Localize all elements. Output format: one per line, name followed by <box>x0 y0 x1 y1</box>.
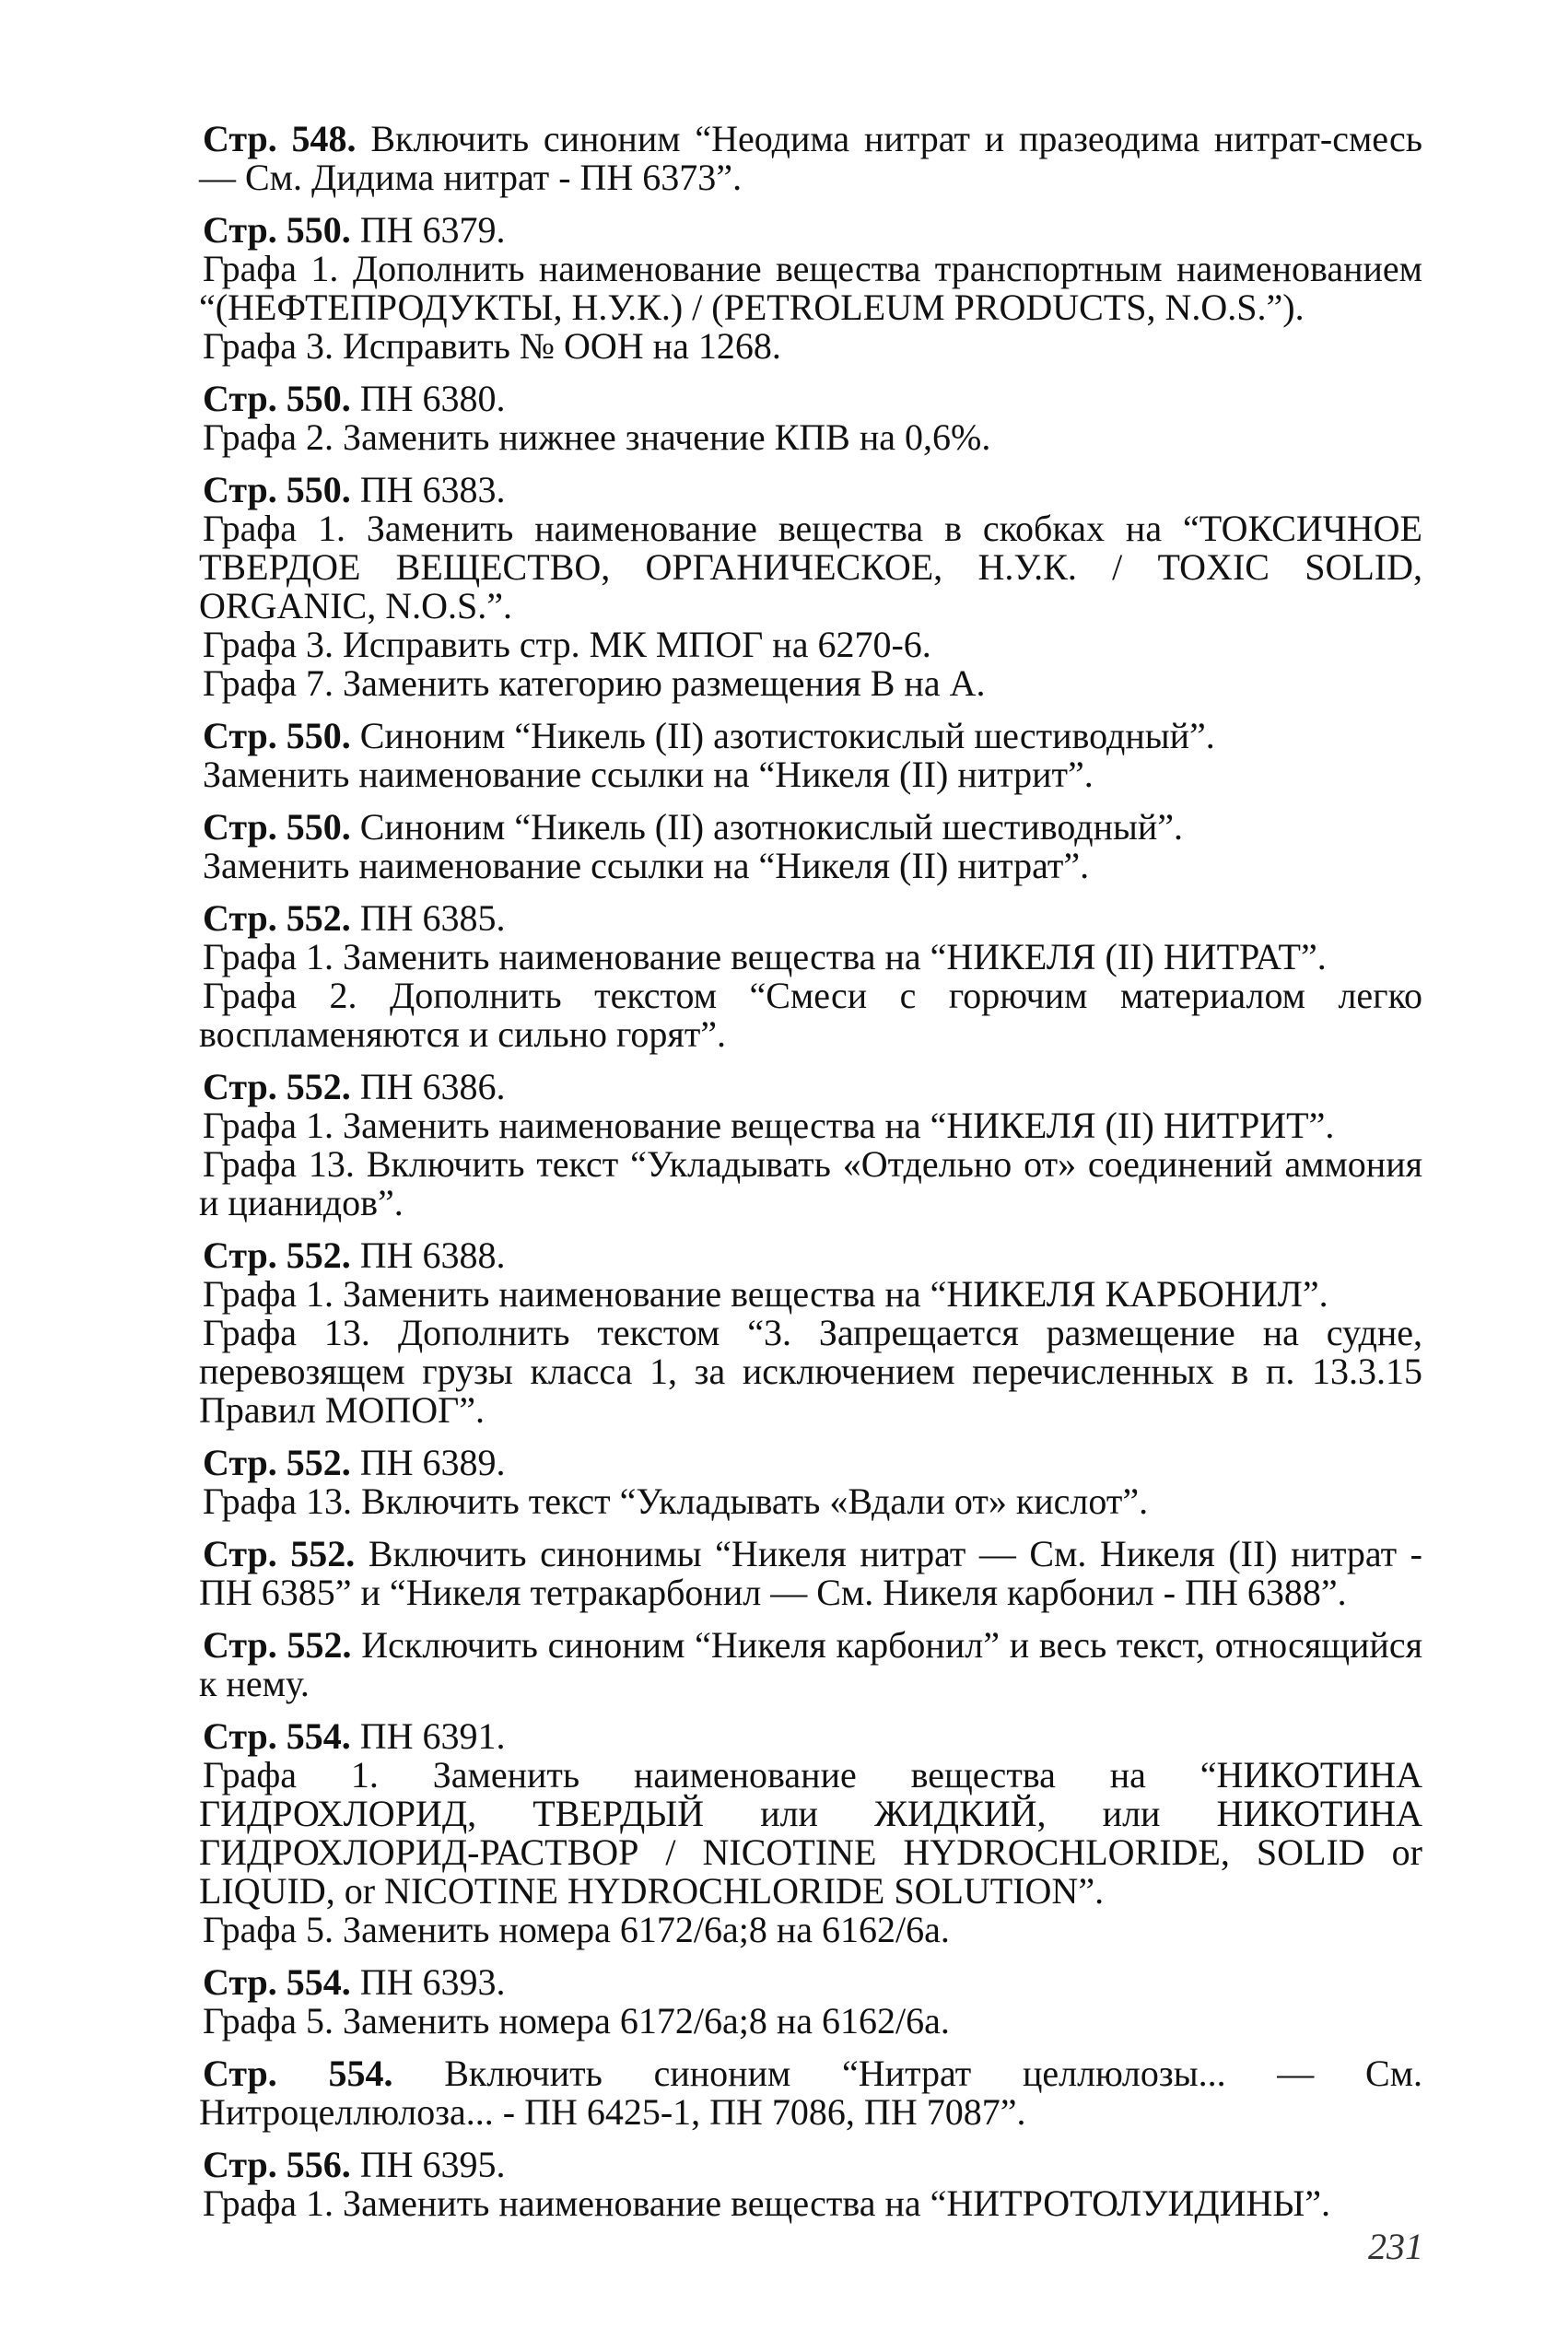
amendment-text: ПН 6385. <box>359 897 506 939</box>
page-reference: Стр. 554. <box>203 1961 351 2003</box>
page-reference: Стр. 554. <box>203 1715 351 1757</box>
page-reference: Стр. 550. <box>203 715 351 756</box>
amendment-line <box>199 977 1422 1054</box>
amendment-first-line <box>199 2146 1422 2184</box>
amendment-entry <box>199 2054 1422 2132</box>
page-reference: Стр. 550. <box>203 806 351 848</box>
amendment-text: Исключить синоним “Никеля карбонил” и весь текст, относящийся к нему. <box>199 1624 1422 1704</box>
amendment-text: Графа 1. Заменить наименование вещества в скобках на “ТОКСИЧНОЕ ТВЕРДОЕ ВЕЩЕСТВО, ОРГАНИЧЕСКОЕ, Н.У.К. / TOXIC SOLID, ORGANIC, N.O.S.”. <box>199 508 1422 626</box>
page-reference: Стр. 552. <box>203 1442 351 1483</box>
amendment-text: ПН 6388. <box>359 1234 506 1276</box>
amendment-text: Графа 3. Исправить стр. МК МПОГ на 6270-6. <box>203 624 931 665</box>
amendment-line <box>199 1145 1422 1222</box>
amendment-entry <box>199 120 1422 197</box>
amendment-text: Включить синонимы “Никеля нитрат — См. Никеля (II) нитрат - ПН 6385” и “Никеля тетракарбонил — См. Никеля карбонил - ПН 6388”. <box>199 1533 1422 1613</box>
amendment-first-line <box>199 808 1422 847</box>
amendment-text: Включить синоним “Неодима нитрат и празеодима нитрат-смесь — См. Дидима нитрат - ПН 6373”. <box>199 118 1423 198</box>
amendment-line <box>199 938 1422 977</box>
amendment-text: ПН 6395. <box>359 2144 506 2185</box>
amendment-first-line <box>199 1068 1422 1106</box>
amendment-entry <box>199 808 1422 885</box>
amendment-text: Синоним “Никель (II) азотнокислый шестиводный”. <box>359 806 1184 848</box>
amendment-line <box>199 1275 1422 1314</box>
amendment-text: Графа 2. Заменить нижнее значение КПВ на 0,6%. <box>203 416 991 458</box>
amendment-first-line <box>199 2054 1422 2132</box>
amendment-line <box>199 847 1422 885</box>
amendment-line <box>199 418 1422 457</box>
amendment-first-line <box>199 1236 1422 1275</box>
amendment-entry <box>199 1717 1422 1949</box>
amendment-text: Графа 1. Заменить наименование вещества на “НИКЕЛЯ КАРБОНИЛ”. <box>203 1273 1328 1315</box>
amendment-entry <box>199 1068 1422 1222</box>
amendment-text: Синоним “Никель (II) азотистокислый шестиводный”. <box>359 715 1215 756</box>
amendment-text: Графа 1. Заменить наименование вещества на “НИТРОТОЛУИДИНЫ”. <box>203 2182 1331 2224</box>
amendment-text: ПН 6393. <box>359 1961 506 2003</box>
amendment-text: ПН 6380. <box>359 378 506 419</box>
amendment-entry <box>199 1535 1422 1612</box>
amendment-text: ПН 6379. <box>359 209 506 251</box>
amendment-text: ПН 6389. <box>359 1442 506 1483</box>
amendment-line <box>199 250 1422 327</box>
amendment-first-line <box>199 471 1422 509</box>
amendment-text: Графа 13. Включить текст “Укладывать «Вдали от» кислот”. <box>203 1480 1149 1522</box>
amendment-line <box>199 327 1422 366</box>
amendment-first-line <box>199 1626 1422 1703</box>
page-reference: Стр. 552. <box>203 1533 356 1574</box>
page-reference: Стр. 552. <box>203 1624 352 1666</box>
amendment-line <box>199 2002 1422 2041</box>
amendment-entry <box>199 211 1422 366</box>
page-reference: Стр. 552. <box>203 897 351 939</box>
amendment-text: ПН 6383. <box>359 469 506 510</box>
amendment-text: Графа 5. Заменить номера 6172/6а;8 на 6162/6а. <box>203 2000 950 2041</box>
amendment-text: Графа 1. Дополнить наименование вещества транспортным наименованием “(НЕФТЕПРОДУКТЫ, Н.У.К.) / (PETROLEUM PRODUCTS, N.O.S.”). <box>199 248 1422 328</box>
amendment-line <box>199 626 1422 664</box>
amendment-text: Графа 13. Дополнить текстом “3. Запрещается размещение на судне, перевозящем грузы класса 1, за исключением перечисленных в п. 13.3.15 Правил МОПОГ”. <box>199 1312 1422 1431</box>
amendment-entry <box>199 380 1422 457</box>
amendment-text: Графа 5. Заменить номера 6172/6а;8 на 6162/6а. <box>203 1909 950 1950</box>
amendment-entry <box>199 471 1422 703</box>
amendment-line <box>199 509 1422 626</box>
page-reference: Стр. 550. <box>203 378 351 419</box>
amendment-first-line <box>199 1444 1422 1482</box>
page-reference: Стр. 556. <box>203 2144 351 2185</box>
amendment-entry <box>199 1626 1422 1703</box>
amendment-text: Заменить наименование ссылки на “Никеля (II) нитрат”. <box>203 845 1090 886</box>
amendment-line <box>199 2184 1422 2223</box>
amendment-line <box>199 755 1422 794</box>
page-reference: Стр. 552. <box>203 1066 351 1107</box>
amendment-entry <box>199 1444 1422 1521</box>
amendment-text: Включить синоним “Нитрат целлюлозы... — См. Нитроцеллюлоза... - ПН 6425-1, ПН 7086, ПН 7087”. <box>199 2053 1423 2133</box>
amendment-text: Графа 13. Включить текст “Укладывать «Отдельно от» соединений аммония и цианидов”. <box>199 1143 1422 1223</box>
amendment-text: ПН 6386. <box>359 1066 506 1107</box>
amendment-first-line <box>199 899 1422 938</box>
amendment-entry <box>199 1963 1422 2041</box>
amendment-line <box>199 1756 1422 1911</box>
amendment-line <box>199 1314 1422 1430</box>
amendment-first-line <box>199 211 1422 250</box>
amendment-first-line <box>199 1963 1422 2002</box>
amendment-entry <box>199 2146 1422 2223</box>
document-body <box>199 120 1422 2237</box>
page-number: 231 <box>1368 2226 1423 2267</box>
amendment-first-line <box>199 380 1422 418</box>
amendment-line <box>199 1911 1422 1949</box>
page-reference: Стр. 550. <box>203 469 351 510</box>
amendment-line <box>199 1482 1422 1521</box>
amendment-entry <box>199 899 1422 1054</box>
amendment-text: Графа 7. Заменить категорию размещения В на А. <box>203 662 986 704</box>
amendment-text: Графа 1. Заменить наименование вещества на “НИКЕЛЯ (II) НИТРИТ”. <box>203 1105 1335 1146</box>
page-reference: Стр. 548. <box>203 118 357 159</box>
page-reference: Стр. 550. <box>203 209 351 251</box>
amendment-first-line <box>199 717 1422 755</box>
amendment-text: Графа 2. Дополнить текстом “Смеси с горючим материалом легко воспламеняются и сильно горят”. <box>199 975 1422 1055</box>
amendment-text: ПН 6391. <box>359 1715 506 1757</box>
page-reference: Стр. 552. <box>203 1234 351 1276</box>
amendment-first-line <box>199 120 1422 197</box>
amendment-text: Графа 1. Заменить наименование вещества на “НИКЕЛЯ (II) НИТРАТ”. <box>203 936 1327 977</box>
amendment-entry <box>199 1236 1422 1430</box>
amendment-text: Графа 3. Исправить № ООН на 1268. <box>203 325 781 367</box>
amendment-entry <box>199 717 1422 794</box>
amendment-line <box>199 1106 1422 1145</box>
amendment-first-line <box>199 1717 1422 1756</box>
amendment-line <box>199 664 1422 703</box>
amendment-text: Заменить наименование ссылки на “Никеля (II) нитрит”. <box>203 754 1094 795</box>
page-reference: Стр. 554. <box>203 2053 393 2094</box>
amendment-first-line <box>199 1535 1422 1612</box>
amendment-text: Графа 1. Заменить наименование вещества на “НИКОТИНА ГИДРОХЛОРИД, ТВЕРДЫЙ или ЖИДКИЙ, или НИКОТИНА ГИДРОХЛОРИД-РАСТВОР / NICOTINE HYDROCHLORIDE, SOLID or LIQUID, or NICOTINE HYDROCHLORIDE SOLUTION”. <box>199 1754 1422 1912</box>
